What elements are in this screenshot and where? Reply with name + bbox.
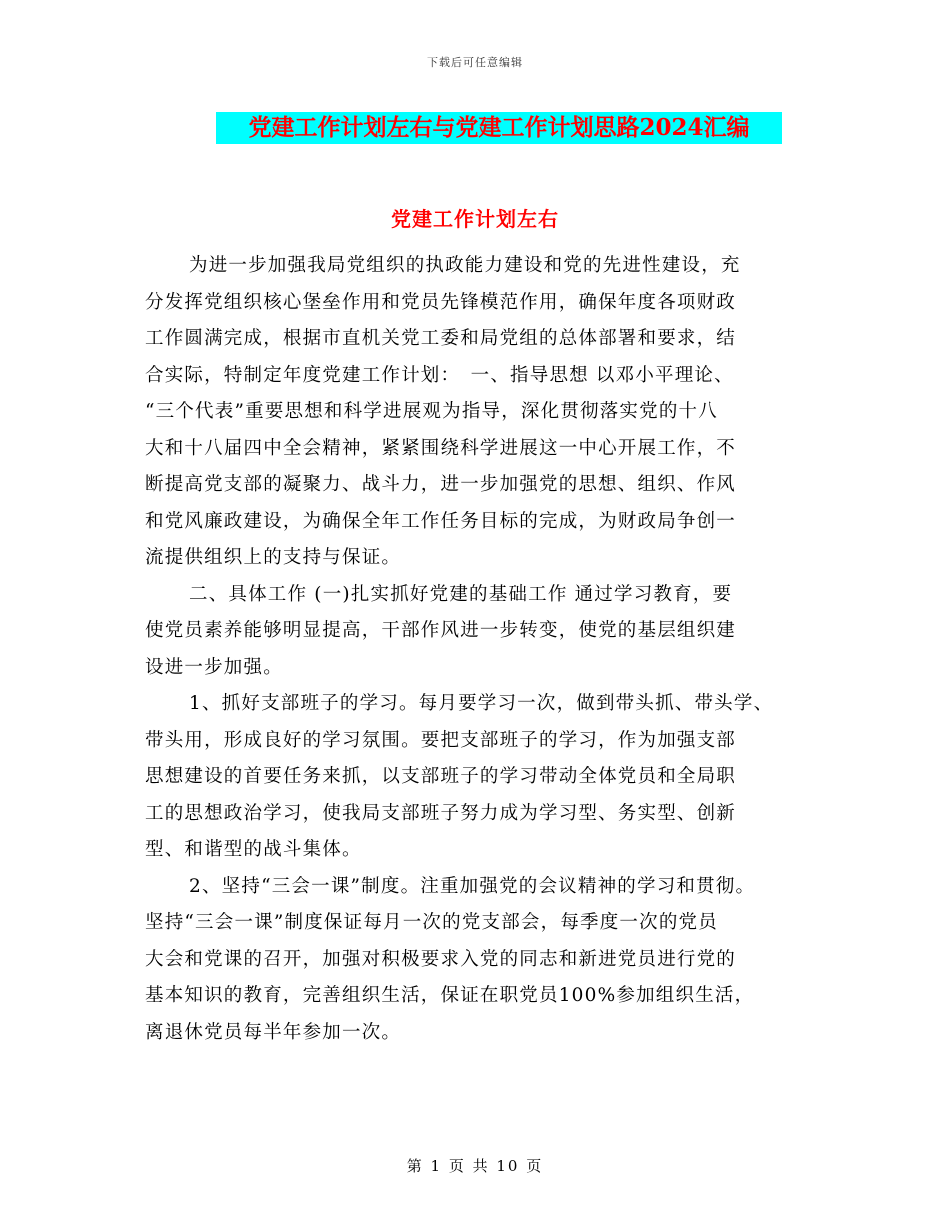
- paragraph-line: 型、和谐型的战斗集体。: [145, 839, 362, 860]
- paragraph-line: 离退休党员每半年参加一次。: [145, 1021, 402, 1043]
- paragraph-line: 分发挥党组织核心堡垒作用和党员先锋模范作用，确保年度各项财政: [145, 291, 737, 313]
- page-footer: 第 1 页 共 10 页: [406, 1157, 544, 1175]
- paragraph-line: 基本知识的教育，完善组织生活，保证在职党员100%参加组织生活，: [145, 985, 755, 1006]
- body-text: [145, 248, 825, 1051]
- paragraph-line: 带头用，形成良好的学习氛围。要把支部班子的学习，作为加强支部: [145, 729, 737, 751]
- paragraph-line: 流提供组织上的支持与保证。: [145, 547, 402, 568]
- paragraph-line: 和党风廉政建设，为确保全年工作任务目标的完成，为财政局争创一: [145, 510, 737, 532]
- paragraph-line: “三个代表”重要思想和科学进展观为指导，深化贯彻落实党的十八: [145, 401, 718, 422]
- paragraph-line: 1、抓好支部班子的学习。每月要学习一次，做到带头抓、带头学、: [189, 693, 774, 714]
- paragraph-line: 大和十八届四中全会精神，紧紧围绕科学进展这一中心开展工作，不: [145, 437, 737, 459]
- paragraph-line: 为进一步加强我局党组织的执政能力建设和党的先进性建设，充: [189, 255, 741, 276]
- paragraph-line: 坚持“三会一课”制度保证每月一次的党支部会，每季度一次的党员: [145, 912, 718, 933]
- paragraph-line: 二、具体工作 (一)扎实抓好党建的基础工作 通过学习教育，要: [189, 583, 733, 605]
- header-note: 下载后可任意编辑: [427, 56, 523, 69]
- document-title: 党建工作计划左右与党建工作计划思路2024汇编: [216, 112, 782, 144]
- section-title: 党建工作计划左右: [391, 207, 559, 231]
- paragraph-line: 思想建设的首要任务来抓，以支部班子的学习带动全体党员和全局职: [145, 766, 737, 787]
- paragraph-line: 合实际，特制定年度党建工作计划： 一、指导思想 以邓小平理论、: [145, 364, 734, 386]
- paragraph-line: 工的思想政治学习，使我局支部班子努力成为学习型、务实型、创新: [145, 802, 737, 824]
- paragraph-line: 设进一步加强。: [145, 656, 283, 678]
- paragraph-line: 断提高党支部的凝聚力、战斗力，进一步加强党的思想、组织、作风: [145, 474, 737, 495]
- paragraph-line: 工作圆满完成，根据市直机关党工委和局党组的总体部署和要求，结: [145, 328, 737, 349]
- paragraph-line: 大会和党课的召开，加强对积极要求入党的同志和新进党员进行党的: [145, 948, 737, 970]
- paragraph-line: 使党员素养能够明显提高，干部作风进一步转变，使党的基层组织建: [145, 620, 737, 641]
- paragraph-line: 2、坚持“三会一课”制度。注重加强党的会议精神的学习和贯彻。: [189, 875, 756, 897]
